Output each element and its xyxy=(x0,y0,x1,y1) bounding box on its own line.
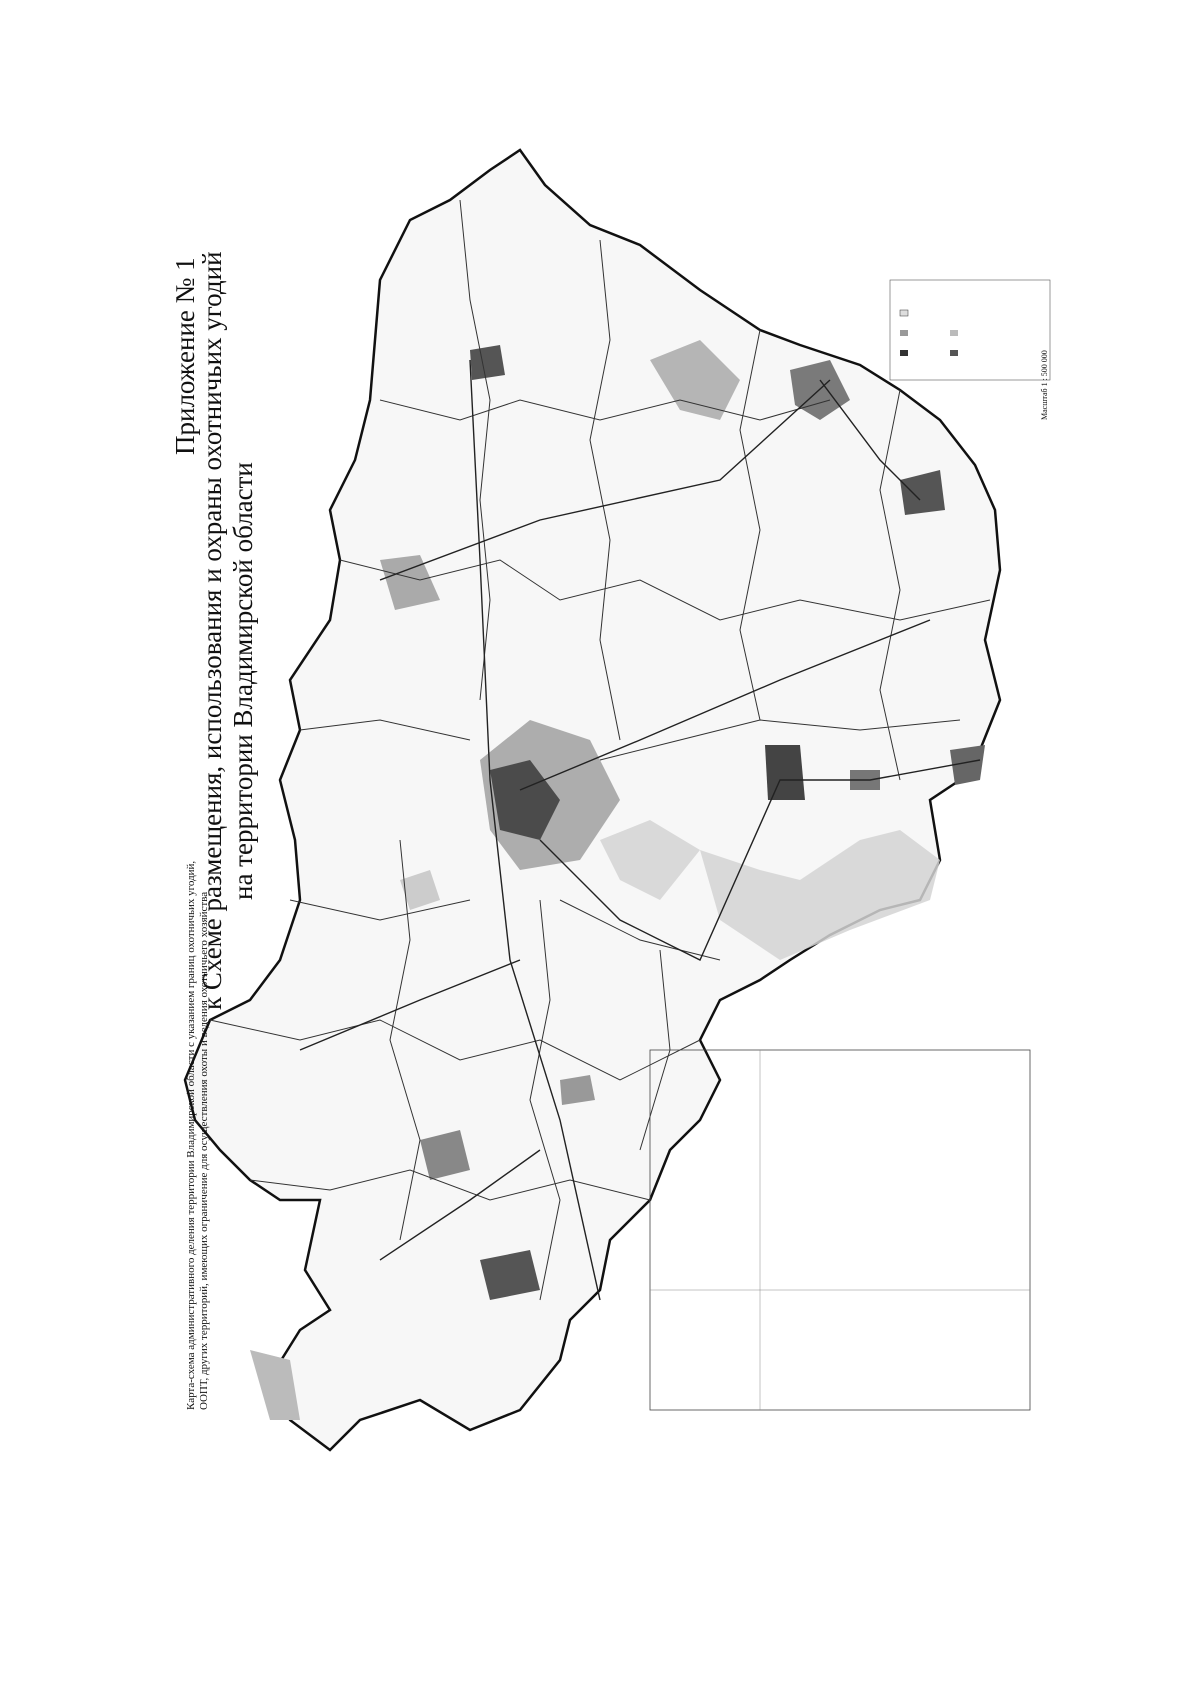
map-caption: Карта-схема административного деления территории Владимирской области с указанием границ охотничьих угодий, ООПТ, других территорий, имеющих ограничение для осуществления охоты и ведения охотничьего хозяйства xyxy=(185,860,210,1410)
appendix-title: Приложение № 1 xyxy=(170,257,200,455)
shaded-area xyxy=(765,745,805,800)
shaded-area xyxy=(470,345,505,380)
scale-label: Масштаб 1 : 500 000 xyxy=(1040,350,1049,420)
legend-box xyxy=(890,280,1050,380)
title-line-3: на территории Владимирской области xyxy=(228,462,258,900)
title-line-2: к Схеме размещения, использования и охраны охотничьих угодий xyxy=(197,251,227,1010)
shaded-area xyxy=(560,1075,595,1105)
